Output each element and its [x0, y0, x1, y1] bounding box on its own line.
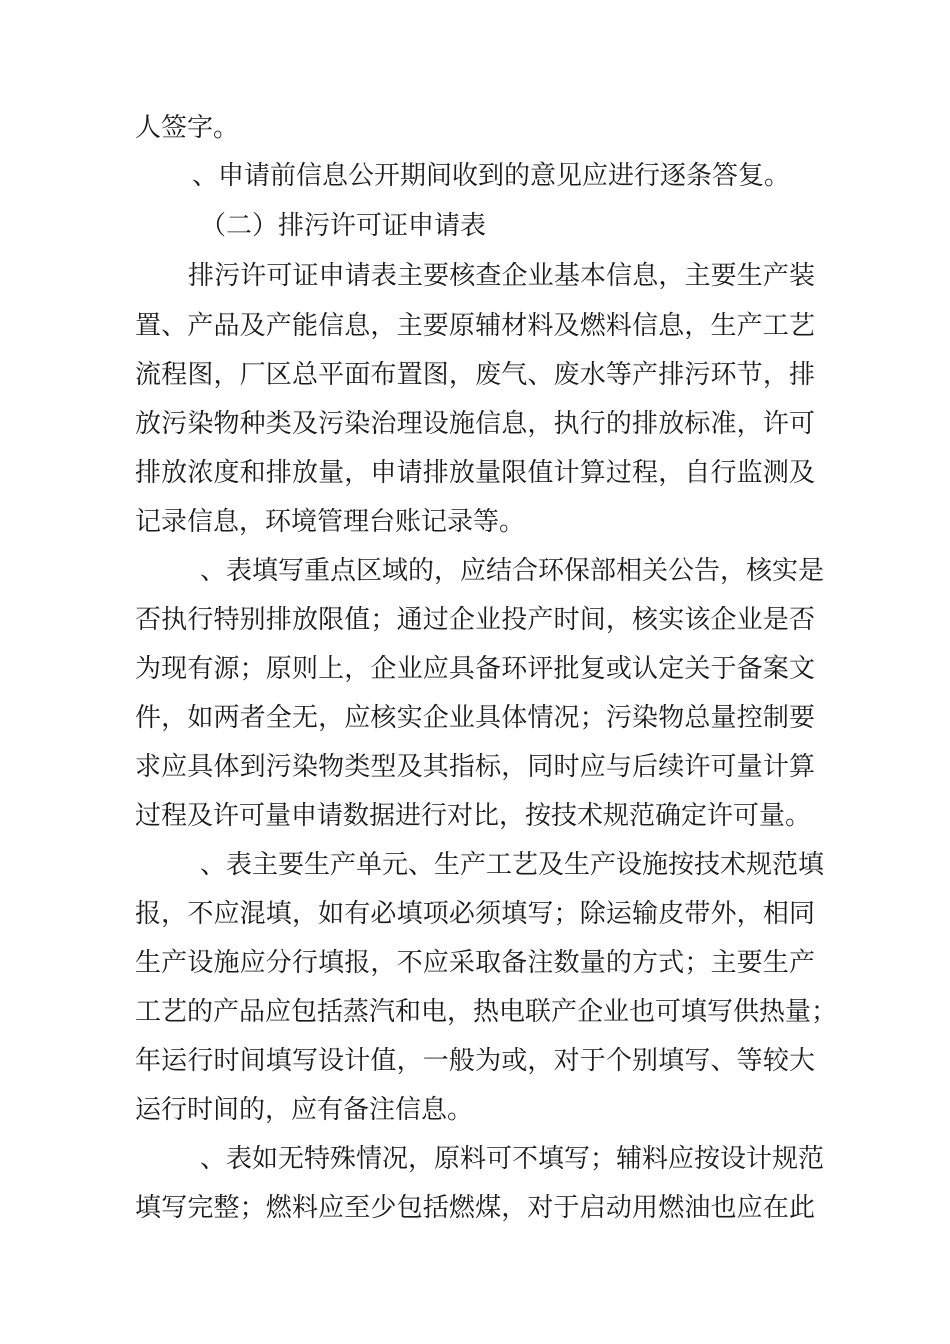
text-line: 生产设施应分行填报，不应采取备注数量的方式；主要生产: [135, 948, 815, 978]
text-line: 、表主要生产单元、生产工艺及生产设施按技术规范填: [200, 850, 825, 880]
section-heading: （二）排污许可证申请表: [200, 211, 487, 241]
text-line: 、表填写重点区域的，应结合环保部相关公告，核实是: [200, 556, 825, 586]
text-line: 过程及许可量申请数据进行对比，按技术规范确定许可量。: [135, 801, 812, 831]
text-line: 置、产品及产能信息，主要原辅材料及燃料信息，生产工艺: [135, 311, 815, 341]
text-line: 报，不应混填，如有必填项必须填写；除运输皮带外，相同: [135, 899, 815, 929]
text-line: 、表如无特殊情况，原料可不填写；辅料应按设计规范: [200, 1144, 825, 1174]
text-line: 放污染物种类及污染治理设施信息，执行的排放标准，许可: [135, 409, 815, 439]
text-line: 人签字。: [135, 113, 240, 143]
text-line: 流程图，厂区总平面布置图，废气、废水等产排污环节，排: [135, 360, 815, 390]
text-line: 为现有源；原则上，企业应具备环评批复或认定关于备案文: [135, 654, 815, 684]
text-line: 排放浓度和排放量，申请排放量限值计算过程，自行监测及: [135, 458, 815, 488]
list-item-text: 、申请前信息公开期间收到的意见应进行逐条答复。: [192, 161, 791, 191]
text-line: 排污许可证申请表主要核查企业基本信息，主要生产装: [188, 261, 815, 291]
text-line: 填写完整；燃料应至少包括燃煤，对于启动用燃油也应在此: [135, 1193, 815, 1223]
text-line: 求应具体到污染物类型及其指标，同时应与后续许可量计算: [135, 752, 815, 782]
text-line: 工艺的产品应包括蒸汽和电，热电联产企业也可填写供热量；: [135, 997, 838, 1027]
text-line: 运行时间的，应有备注信息。: [135, 1095, 474, 1125]
text-line: 否执行特别排放限值；通过企业投产时间，核实该企业是否: [135, 605, 815, 635]
text-line: 件，如两者全无，应核实企业具体情况；污染物总量控制要: [135, 703, 815, 733]
text-line: 记录信息，环境管理台账记录等。: [135, 507, 526, 537]
text-line: 年运行时间填写设计值，一般为或，对于个别填写、等较大: [135, 1046, 815, 1076]
